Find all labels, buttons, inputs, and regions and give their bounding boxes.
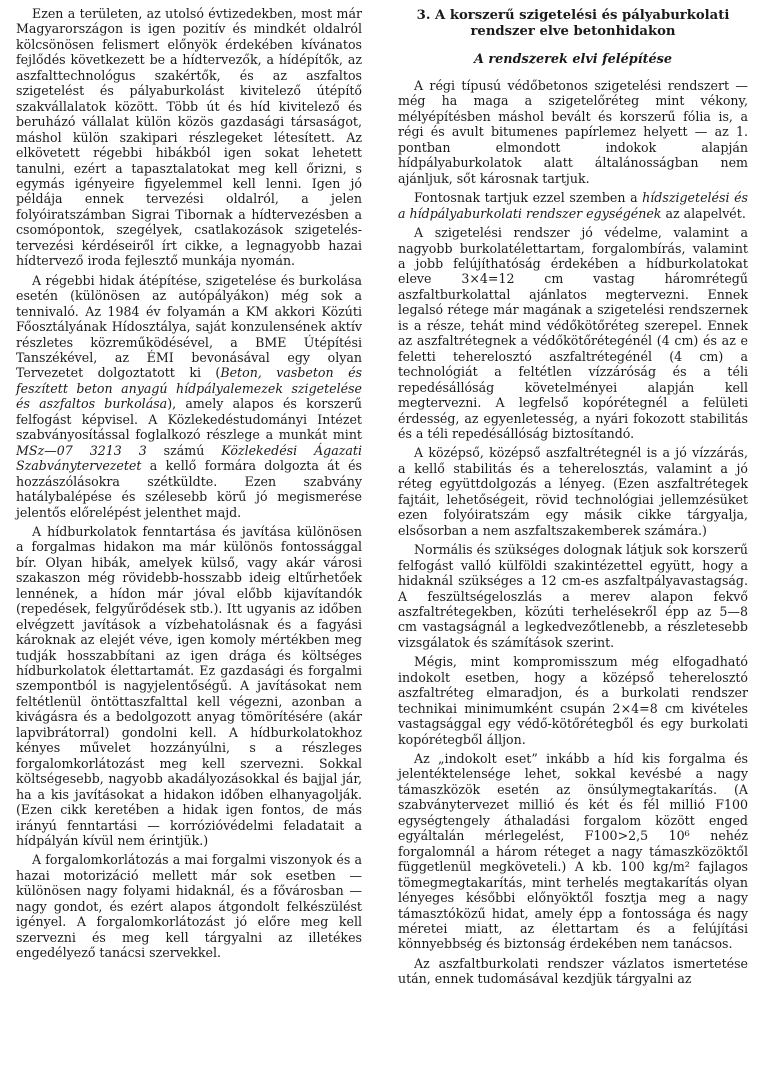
text-run: ), amely alapos és korszerű felfogást képvisel. A Közlekedéstudományi Intézet szabványosítással foglalkozó részlege a munkát mint — [16, 396, 362, 443]
text-run: a kellő formára dolgozta át és hozzászólásokra szétküldte. Ezen szabvány hatálybalépése és szélesebb körű jó megismerése jelentős előrelépést jelenthet majd. — [16, 458, 362, 520]
right-paragraph-4 — [398, 445, 748, 538]
left-paragraph-1 — [16, 6, 362, 269]
italic-citation: hídszigetelési és a hídpályaburkolati rendszer egységének — [398, 190, 749, 221]
text-run: A forgalomkorlátozás a mai forgalmi viszonyok és a hazai motorizáció mellett már sok esetben — különösen nagy folyami hidaknál, és a fővárosban — nagy gondot, és ezért alapos átgondolt felkészülést igényel. A forgalomkorlátozást jó előre meg kell szervezni és meg kell tárgyalni az illetékes engedélyező tanácsi szervekkel. — [16, 852, 362, 961]
section-subheading: A rendszerek elvi felépítése — [474, 52, 672, 67]
text-run: A régebbi hidak átépítése, szigetelése és burkolása esetén (különösen az autópályákon) még sok a tennivaló. Az 1984 év folyamán a KM akkori Közúti Főosztályának Hídosztálya, saját konzulensének aktív részletes közreműködésével, a BME Útépítési Tanszékével, az ÉMI bevonásával egy olyan Tervezetet dolgoztatott ki ( — [16, 272, 362, 381]
left-column — [16, 6, 362, 965]
left-paragraph-2 — [16, 273, 362, 520]
text-run: Normális és szükséges dolognak látjuk sok korszerű felfogást valló külföldi szakintézettel együtt, hogy a hidaknál szükséges a 12 cm-es aszfaltpályavastagság. A feszültségeloszlás a merev alapon fekvő aszfaltrétegekben, közúti terhelésekről épp az 5—8 cm vastagságnál a legkedvezőtlenebb, a részletesebb vizsgálatok és számítások szerint. — [398, 542, 748, 650]
right-paragraph-5 — [398, 542, 748, 650]
italic-citation: Közlekedési Ágazati Szabványtervezetet — [16, 442, 362, 474]
right-paragraph-8 — [398, 956, 748, 987]
right-column — [398, 8, 748, 991]
text-run: Az aszfaltburkolati rendszer vázlatos ismertetése után, ennek tudomásával kezdjük tárgyalni az — [398, 955, 748, 987]
text-run: A régi típusú védőbetonos szigetelési rendszert — még ha maga a szigetelőréteg mint vékony, mélyépítésben máshol bevált és korszerű fólia is, a régi és avult bitumenes papírlemez helyett — az 1. pontban elmondott indokok alapján hídpályaburkolatok alatt általánosságban nem ajánljuk, sőt károsnak tartjuk. — [398, 78, 748, 186]
right-paragraph-3 — [398, 225, 748, 441]
right-paragraph-2 — [398, 190, 748, 221]
text-run: Fontosnak tartjuk ezzel szemben a — [414, 190, 643, 206]
right-paragraphs — [398, 78, 748, 987]
italic-citation: MSz—07 3213 3 — [16, 442, 147, 458]
section-heading: 3. A korszerű szigetelési és pályaburkolati rendszer elve betonhidakon — [416, 8, 730, 39]
text-run: A középső, középső aszfaltrétegnél is a jó vízzárás, a kellő stabilitás és a teherelosztás, valamint a jó réteg együttdolgozás a lényeg. (Ezen aszfaltrétegek fajtáit, lehetőségeit, rövid technológiai jellemzésüket ezen folyóiratszám egy másik cikke tárgyalja, elsősorban a nem aszfaltszakemberek számára.) — [398, 445, 748, 538]
right-paragraph-1 — [398, 78, 748, 186]
right-paragraph-7 — [398, 751, 748, 952]
italic-citation: Beton, vasbeton és feszített beton anyagú hídpályalemezek szigetelése és aszfaltos burkolása — [16, 365, 362, 412]
text-run: számú — [146, 442, 222, 458]
right-paragraph-6 — [398, 654, 748, 747]
text-run: A szigetelési rendszer jó védelme, valamint a nagyobb burkolatélettartam, forgalombírás, valamint a jobb felújíthatóság érdekében a hídburkolatokat eleve 3×4=12 cm vastag háromrétegű aszfaltburkolattal ajánlatos megtervezni. Ennek legalsó rétege már magának a szigetelési rendszernek is a része, tehát mind védőkötőréteg szerepel. Ennek az aszfaltrétegnek a védőkötőrétegénél (4 cm) és az e feletti teherelosztó aszfaltrétegénél (4 cm) a technológiát a feltétlen vízzáróság és a téli repedésállóság követelményei alapján kell megtervezni. A legfelső kopórétegnél a felületi érdesség, az egyenletesség, a nyári fokozott stabilitás és a téli repedésállóság biztosítandó. — [398, 225, 748, 441]
left-paragraph-4 — [16, 852, 362, 960]
text-run: Ezen a területen, az utolsó évtizedekben, most már Magyarországon is igen pozitív és mindkét oldalról kölcsönösen felismert előnyök érdekében kívánatos fejlődés következett be a hídtervezők, a hídépítők, az aszfalttechnológus szakértők, és az aszfaltos szigetelést és pályaburkolást kivitelező útépítő szakvállalatok között. Több út és híd kivitelező és beruházó vállalat külön közös gazdasági társaságot, máshol külön szakipari részlegeket létesített. Az elkövetett régebbi hibákból igen sokat lehetett tanulni, ezért a tapasztalatokat meg kell őrizni, s egymás igényeire figyelemmel kell lenni. Igen jó példája ennek tervezési oldalról, a jelen folyóiratszámban Sigrai Tibornak a hídtervezésben a csomópontok, szegélyek, csatlakozások szigetelés-tervezési kérdéseiről írt cikke, a legnagyobb hazai hídtervező iroda fejlesztő munkája nyomán. — [16, 6, 362, 269]
text-run: Az „indokolt eset” inkább a híd kis forgalma és jelentéktelensége lehet, sokkal kevésbé a nagy támaszközök esetén az önsúlymegtakarítás. (A szabványtervezet millió és két és fél millió F100 egységtengely áthaladási forgalom között enged egyáltalán mérlegelést, F100>2,5 10⁶ nehéz forgalomnál a három réteget a nagy támaszközöktől függetlenül megköveteli.) A kb. 100 kg/m² fajlagos tömegmegtakarítás, mint terhelés megtakarítás olyan lényeges későbbi előnyöktől fosztja meg a nagy támasztóközű hidat, amely épp a fontossága és nagy méretei miatt, az élettartam és a felújítási könnyebbség és biztonság érdekében nem tanácsos. — [398, 751, 748, 952]
text-run: Mégis, mint kompromisszum még elfogadható indokolt esetben, hogy a középső teherelosztó aszfaltréteg elmaradjon, és a burkolati rendszer technikai minimumként csupán 2×4=8 cm kivételes vastagsággal egy védő-kötőrétegből és egy burkolati kopórétegből álljon. — [398, 654, 748, 747]
text-run: az alapelvét. — [661, 205, 746, 221]
left-paragraph-3 — [16, 524, 362, 849]
text-run: A hídburkolatok fenntartása és javítása különösen a forgalmas hidakon ma már különös fontossággal bír. Olyan hibák, amelyek külső, vagy akár városi szakaszon még rövidebb-hosszabb ideig eltűrhetőek lennének, a hídon már jóval előbb kijavítandók (repedések, felgyűrődések stb.). Itt ugyanis az időben elvégzett javítások a vízbehatolásnak és a fagyási károknak az elejét véve, igen komoly mértékben meg tudják hosszabbítani az igen drága és költséges hídburkolatok élettartamát. Ez gazdasági és forgalmi szempontból is nagyjelentőségű. A javításokat nem feltétlenül öntöttaszfalttal kell végezni, azonban a kivágásra és a bedolgozott anyag tömörítésére (akár lapvibrátorral) gondolni kell. A hídburkolatokhoz kényes művelet hozzányúlni, s a részleges forgalomkorlátozást meg kell szervezni. Sokkal költségesebb, nagyobb akadályozásokkal és bajjal jár, ha a kis javításokat a hidakon időben elhanyagolják. (Ezen cikk keretében a hidak igen fontos, de más irányú fenntartási — korrózióvédelmi feladatait a hídpályán kívül nem érintjük.) — [16, 523, 362, 849]
